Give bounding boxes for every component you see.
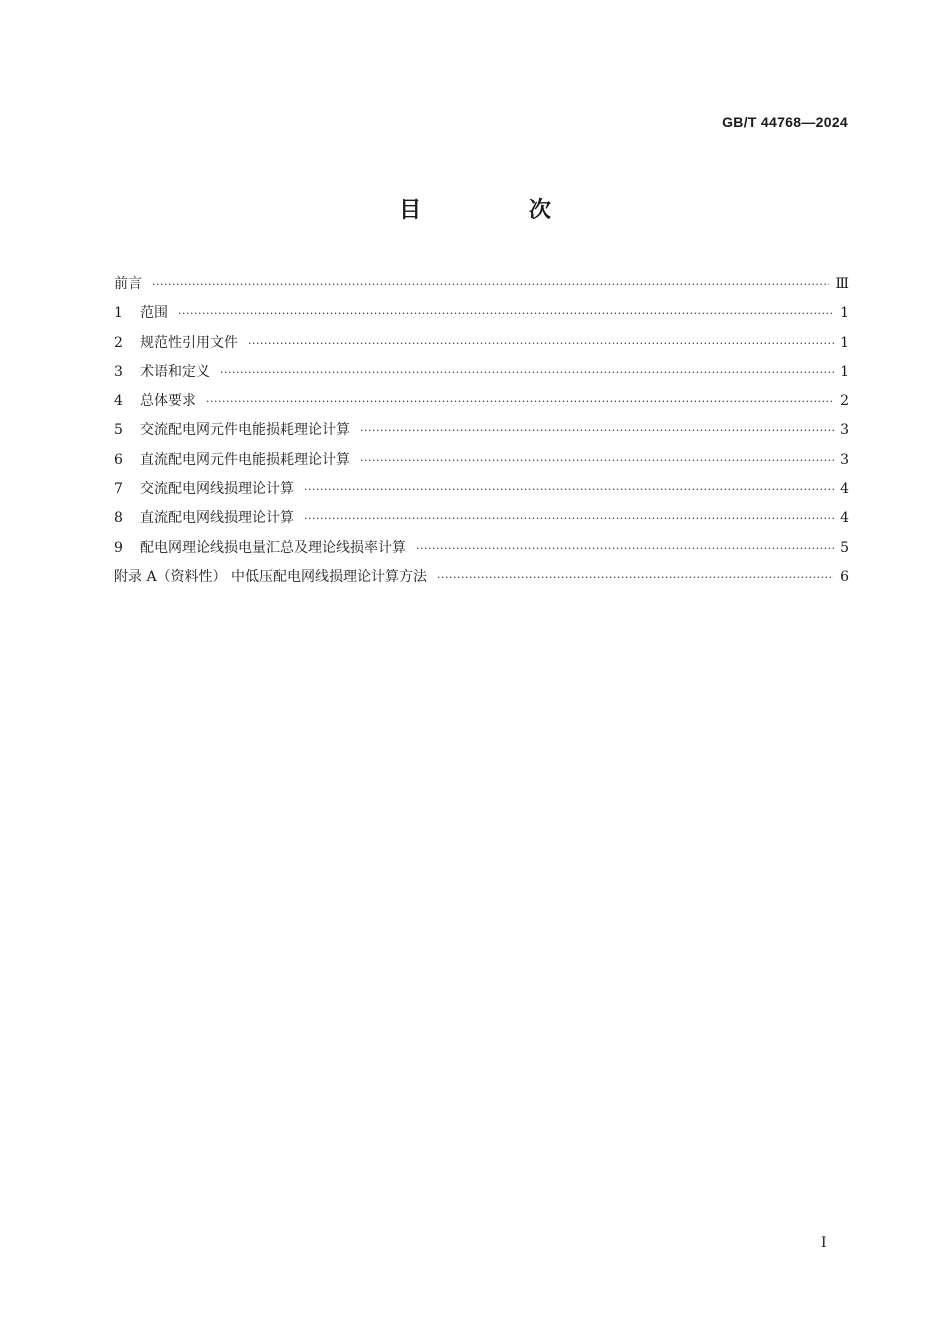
toc-entry-number: 1 [114,305,123,322]
toc-entry-label: 配电网理论线损电量汇总及理论线损率计算 [140,539,406,556]
toc-title: 目 次 [399,198,601,223]
toc-entry-appendix-a[interactable] [114,563,849,592]
toc-leader-dots [304,504,834,533]
toc-entry-label: 交流配电网元件电能损耗理论计算 [140,422,350,439]
toc-entry-label: 范围 [140,305,168,322]
toc-entry-label: 术语和定义 [140,363,210,380]
standard-code: GB/T 44768—2024 [722,114,848,130]
toc-entry-page: 3 [840,451,849,468]
toc-entry-page: 4 [840,510,849,527]
toc-leader-dots [248,329,834,358]
toc-entry-page: 4 [840,481,849,498]
toc-entry-number: 2 [114,334,123,351]
toc-entry-4[interactable] [114,387,849,416]
toc-entry-page: 3 [840,422,849,439]
toc-leader-dots [206,387,834,416]
toc-entry-page: 6 [840,568,849,585]
toc-entry-8[interactable] [114,504,849,533]
toc-entry-page: 1 [840,363,849,380]
toc-entry-label: 附录 A（资料性） 中低压配电网线损理论计算方法 [114,568,428,585]
toc-entry-label: 直流配电网元件电能损耗理论计算 [140,451,350,468]
toc-leader-dots [360,446,834,475]
toc-leader-dots [304,475,834,504]
toc-leader-dots [178,299,834,328]
toc-entry-2[interactable] [114,329,849,358]
toc-entry-page: 1 [840,305,849,322]
toc-entry-number: 4 [114,393,123,410]
toc-entry-number: 8 [114,510,123,527]
toc-entry-number: 7 [114,481,123,498]
toc-entry-3[interactable] [114,358,849,387]
toc-leader-dots [152,270,829,299]
toc-entry-number: 5 [114,422,123,439]
toc-entry-number: 3 [114,363,123,380]
toc-entry-label: 交流配电网线损理论计算 [140,481,294,498]
toc-entry-7[interactable] [114,475,849,504]
toc-entry-6[interactable] [114,446,849,475]
toc-entry-label: 总体要求 [140,393,196,410]
table-of-contents [114,270,849,592]
page-number: I [821,1235,827,1251]
toc-entry-label: 规范性引用文件 [140,334,238,351]
toc-leader-dots [220,358,834,387]
toc-entry-page: 1 [840,334,849,351]
toc-entry-number: 6 [114,451,123,468]
toc-entry-page: 5 [840,539,849,556]
toc-entry-1[interactable] [114,299,849,328]
toc-entry-foreword[interactable] [114,270,849,299]
toc-leader-dots [416,534,834,563]
toc-leader-dots [360,416,834,445]
toc-entry-label: 前言 [114,276,142,292]
toc-leader-dots [437,563,834,592]
toc-entry-5[interactable] [114,416,849,445]
toc-entry-number: 9 [114,539,123,556]
toc-entry-page: Ⅲ [835,276,849,292]
toc-entry-label: 直流配电网线损理论计算 [140,510,294,527]
toc-entry-page: 2 [840,393,849,410]
toc-entry-9[interactable] [114,534,849,563]
